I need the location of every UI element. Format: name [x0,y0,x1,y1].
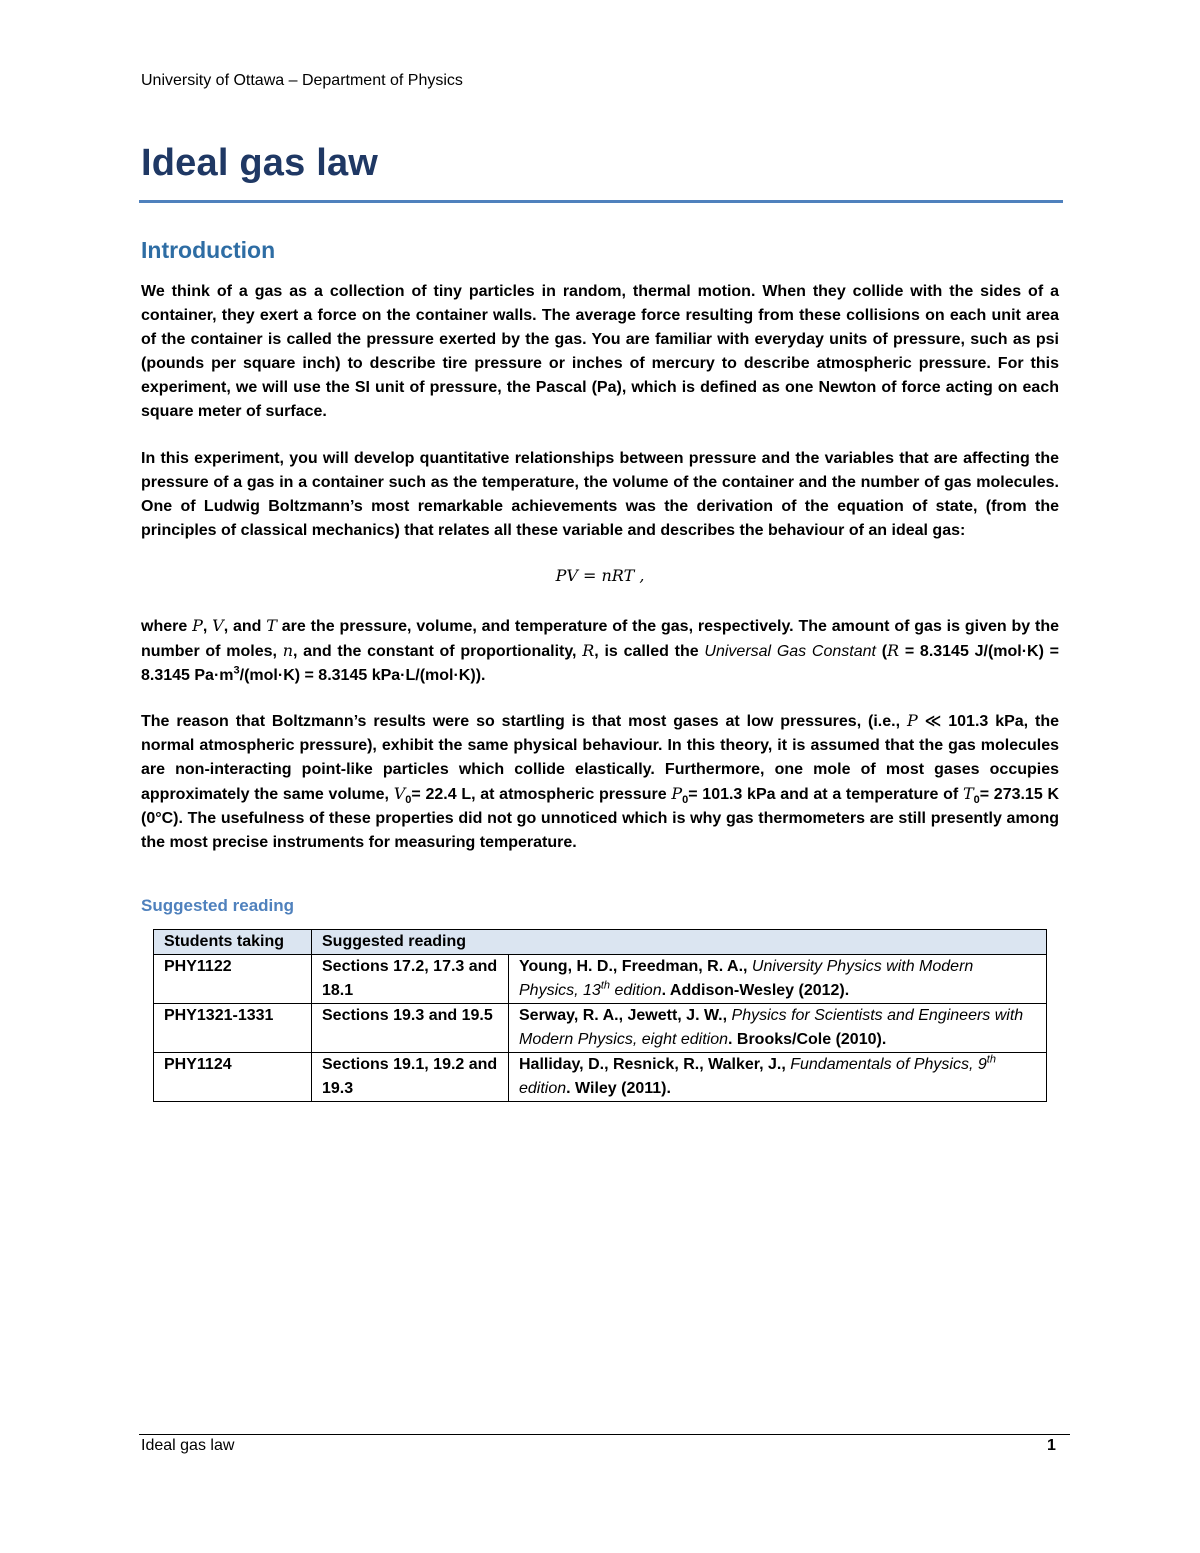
reference-cell: Halliday, D., Resnick, R., Walker, J., Fundamentals of Physics, 9th edition. Wiley (2011). [509,1053,1047,1102]
suggested-reading-table [153,929,1047,1102]
reference-cell: Young, H. D., Freedman, R. A., University Physics with Modern Physics, 13th edition. Addison-Wesley (2012). [509,955,1047,1004]
page-number: 1 [1047,1437,1056,1454]
course-code: PHY1122 [154,955,312,1004]
reference-cell: Serway, R. A., Jewett, J. W., Physics for Scientists and Engineers with Modern Physics, eight edition. Brooks/Cole (2010). [509,1004,1047,1053]
course-code: PHY1124 [154,1053,312,1102]
footer-title: Ideal gas law [141,1437,235,1454]
course-code: PHY1321-1331 [154,1004,312,1053]
footer-divider [139,1434,1070,1435]
intro-paragraph-4: The reason that Boltzmann’s results were so startling is that most gases at low pressures, (i.e., P ≪ 101.3 kPa, the normal atmospheric pressure), exhibit the same physical behaviour. In this theory, it is assumed that the gas molecules are non-interacting point-like particles which collide elastically. Furthermore, one mole of most gases occupies approximately the same volume, $V_0= 22.4$ L, at atmospheric pressure $P_0= 101.3$ kPa and at a temperature of $T_0= 273.15$ K (0°C). The usefulness of these properties did not go unnoticed which is why gas thermometers are still presently among the most precise instruments for measuring temperature. [141,711,1060,851]
section-heading-introduction: Introduction [141,237,276,263]
title-divider [139,200,1063,203]
sections-cell: Sections 19.3 and 19.5 [312,1004,509,1053]
ideal-gas-equation: PV = nRT , [555,566,645,585]
table-row [154,1004,1047,1053]
table-row [154,1053,1047,1102]
column-header-students: Students taking [154,930,312,955]
universal-gas-constant-term: Universal Gas Constant [704,643,876,660]
intro-paragraph-2: In this experiment, you will develop quantitative relationships between pressure and the variables that are affecting the pressure of a gas in a container such as the temperature, the volume of the container and the number of gas molecules. One of Ludwig Boltzmann’s most remarkable achievements was the derivation of the equation of state, (from the principles of classical mechanics) that relates all these variable and describes the behaviour of an ideal gas: [141,450,1059,539]
intro-paragraph-3: where P, V, and T are the pressure, volume, and temperature of the gas, respectively. The amount of gas is given by the number of moles, n, and the constant of proportionality, R, is called the Universal Gas Constant (R = 8.3145 J/(mol·K) = 8.3145 $Pa\cdot m^3/(mol\cdot K) = 8.3145$ kPa·L/(mol·K)). [141,616,1060,684]
table-row [154,955,1047,1004]
page-title: Ideal gas law [141,142,379,184]
section-heading-suggested-reading: Suggested reading [141,896,295,915]
table-header-row [154,930,1047,955]
sections-cell: Sections 17.2, 17.3 and 18.1 [312,955,509,1004]
intro-paragraph-1: We think of a gas as a collection of tiny particles in random, thermal motion. When they collide with the sides of a container, they exert a force on the container walls. The average force resulting from these collisions on each unit area of the container is called the pressure exerted by the gas. You are familiar with everyday units of pressure, such as psi (pounds per square inch) to describe tire pressure or inches of mercury to describe atmospheric pressure. For this experiment, we will use the SI unit of pressure, the Pascal (Pa), which is defined as one Newton of force acting on each square meter of surface. [141,283,1059,420]
document-header: University of Ottawa – Department of Physics [141,72,463,89]
column-header-reading: Suggested reading [312,930,1047,955]
sections-cell: Sections 19.1, 19.2 and 19.3 [312,1053,509,1102]
